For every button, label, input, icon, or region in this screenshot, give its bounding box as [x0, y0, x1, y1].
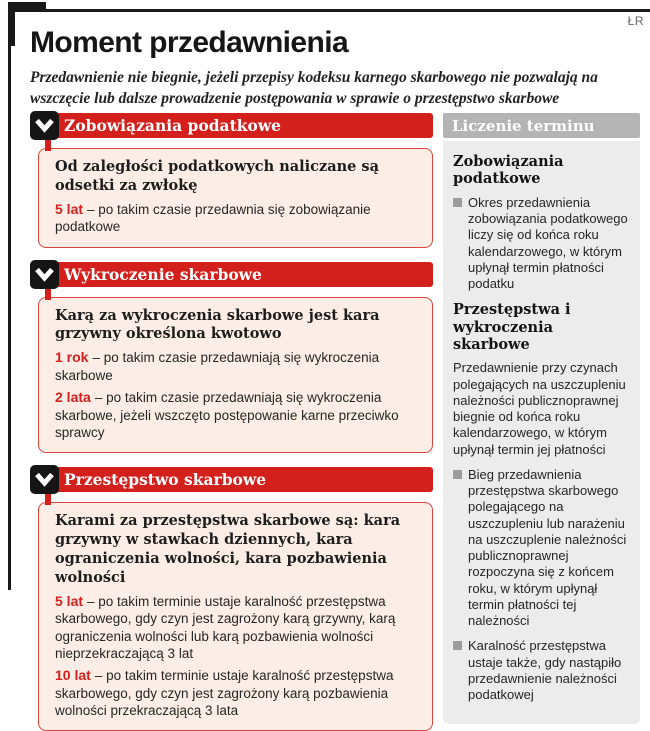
section-panel — [38, 297, 433, 454]
section-panel — [38, 502, 433, 731]
term-item — [55, 667, 419, 719]
term-item — [55, 593, 419, 662]
section-lead: Od zaległości podatkowych naliczane są odsetki za zwłokę — [55, 158, 379, 194]
sidebar-title: Liczenie terminu — [452, 116, 595, 135]
term-item — [55, 349, 419, 384]
term-value: 1 rok — [55, 349, 89, 366]
author-credit: ŁR — [627, 14, 644, 28]
page-subtitle: Przedawnienie nie biegnie, jeżeli przepisy kodeksu karnego skarbowego nie pozwalają na wszczęcie lub dalsze prowadzenie postępowania w sprawie o przestępstwo skarbowe — [30, 69, 598, 108]
left-rule — [8, 44, 11, 590]
section-lead: Karą za wykroczenia skarbowe jest kara grzywny określona kwotowo — [55, 306, 380, 343]
page-title: Moment przedawnienia — [30, 26, 349, 59]
section-title: Zobowiązania podatkowe — [64, 116, 282, 135]
term-item — [55, 201, 419, 236]
term-value: 5 lat — [55, 592, 84, 609]
term-text: – po takim czasie przedawniają się wykroczenia skarbowe — [55, 350, 380, 384]
section-header-bar — [42, 467, 433, 492]
chevron-down-icon — [30, 465, 59, 494]
sidebar-block-heading: Zobowiązania podatkowe — [453, 153, 564, 188]
sections-column — [30, 113, 433, 731]
top-rule — [8, 9, 650, 12]
section-header-bar — [42, 113, 433, 138]
sidebar-bullet — [453, 638, 632, 703]
term-text: – po takim terminie ustaje karalność przestępstwa skarbowego, gdy czyn jest zagrożony karą grzywny, karą ograniczenia wolności lub karą pozbawienia wolności nieprzekraczającą 3 lat — [55, 593, 396, 661]
section-zobowiazania-podatkowe — [30, 113, 433, 248]
term-value: 10 lat — [55, 666, 91, 683]
term-text: – po takim terminie ustaje karalność przestępstwa skarbowego, gdy czyn jest zagrożony karą pozbawienia wolności przekraczającą 3 lata — [55, 667, 394, 718]
sidebar-block-heading: Przestępstwa i wykroczenia skarbowe — [453, 301, 571, 354]
section-header-bar — [42, 262, 433, 287]
section-panel — [38, 148, 433, 248]
sidebar-bullet-text: Karalność przestępstwa ustaje także, gdy nastąpiło przedawnienie należności podatkowej — [468, 638, 622, 703]
term-item — [55, 389, 419, 441]
chevron-down-icon — [30, 260, 59, 289]
sidebar-paragraph: Przedawnienie przy czynach polegających na uszczupleniu należności publicznoprawnej biegnie od końca roku kalendarzowego, w którym upłynął termin jej płatności — [453, 360, 626, 457]
sidebar-bullet-text: Bieg przedawnienia przestępstwa skarbowego polegającego na uszczupleniu lub narażeniu na uszczuplenie należności publicznoprawnej rozpoczyna się z końcem roku, w którym upłynął termin płatności tej należności — [468, 466, 627, 629]
term-text: – po takim czasie przedawnia się zobowiązanie podatkowe — [55, 201, 371, 235]
square-bullet-icon — [453, 470, 462, 479]
sidebar-bullet-text: Okres przedawnienia zobowiązania podatkowego liczy się od końca roku kalendarzowego, w którym upłynął termin płatności podatku — [468, 194, 628, 292]
sidebar-body — [443, 141, 640, 724]
section-przestepstwo-skarbowe — [30, 467, 433, 731]
term-value: 5 lat — [55, 200, 84, 217]
square-bullet-icon — [453, 641, 462, 650]
section-title: Wykroczenie skarbowe — [64, 264, 262, 284]
sidebar-bullet — [453, 195, 632, 293]
section-lead: Karami za przestępstwa skarbowe są: kara grzywny w stawkach dziennych, kara ograniczenia wolności, kara pozbawienia wolności — [55, 512, 401, 586]
sidebar-header-bar — [443, 113, 640, 138]
section-wykroczenie-skarbowe — [30, 262, 433, 454]
square-bullet-icon — [453, 198, 462, 207]
term-value: 2 lata — [55, 389, 91, 406]
chevron-down-icon — [30, 111, 59, 140]
term-text: – po takim czasie przedawniają się wykroczenia skarbowe, jeżeli wszczęto postępowanie karne przeciwko sprawcy — [55, 390, 399, 441]
section-title: Przestępstwo skarbowe — [64, 470, 267, 490]
sidebar-bullet — [453, 467, 632, 630]
sidebar-liczenie-terminu — [443, 113, 640, 724]
